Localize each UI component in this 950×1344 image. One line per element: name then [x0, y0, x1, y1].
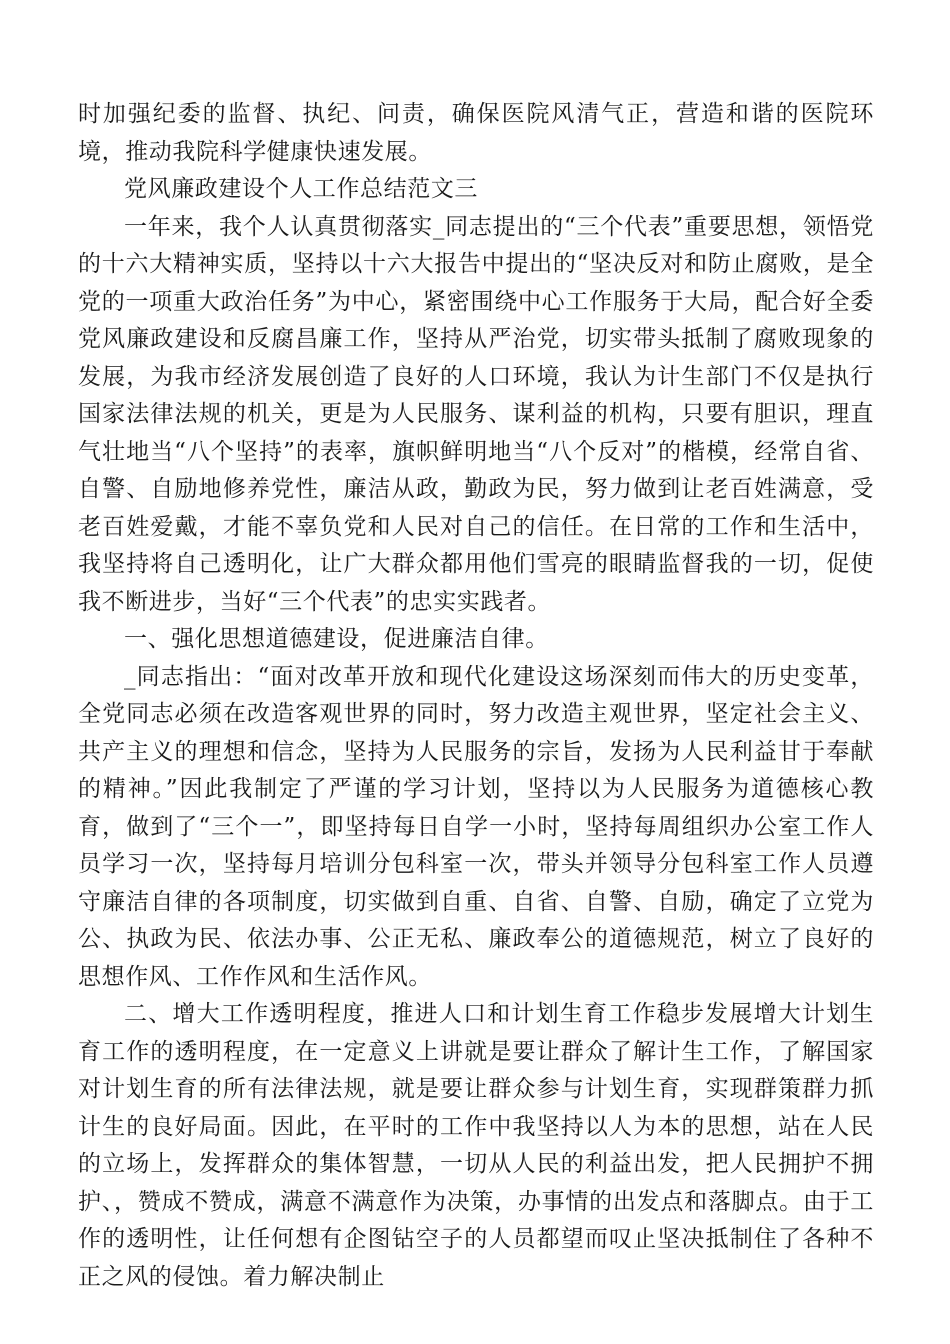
paragraph-continuation: 时加强纪委的监督、执纪、问责，确保医院风清气正，营造和谐的医院环境，推动我院科学健康快速发展。	[78, 101, 874, 165]
paragraph-intro: 一年来，我个人认真贯彻落实_同志提出的“三个代表”重要思想，领悟党的十六大精神实质，坚持以十六大报告中提出的“坚决反对和防止腐败，是全党的一项重大政治任务”为中心，紧密围绕中心工作服务于大局，配合好全委党风廉政建设和反腐昌廉工作，坚持从严治党，切实带头抵制了腐败现象的发展，为我市经济发展创造了良好的人口环境，我认为计生部门不仅是执行国家法律法规的机关，更是为人民服务、谋利益的机构，只要有胆识，理直气壮地当“八个坚持”的表率，旗帜鲜明地当“八个反对”的楷模，经常自省、自警、自励地修养党性，廉洁从政，勤政为民，努力做到让老百姓满意，受老百姓爱戴，才能不辜负党和人民对自己的信任。在日常的工作和生活中，我坚持将自己透明化，让广大群众都用他们雪亮的眼睛监督我的一切，促使我不断进步，当好“三个代表”的忠实实践者。	[78, 213, 874, 615]
section-one-heading: 一、强化思想道德建设，促进廉洁自律。	[124, 626, 549, 652]
paragraph-section-two: 二、增大工作透明程度，推进人口和计划生育工作稳步发展增大计划生育工作的透明程度，在一定意义上讲就是要让群众了解计生工作，了解国家对计划生育的所有法律法规，就是要让群众参与计划生育，实现群策群力抓计生的良好局面。因此，在平时的工作中我坚持以人为本的思想，站在人民的立场上，发挥群众的集体智慧，一切从人民的利益出发，把人民拥护不拥护、，赞成不赞成，满意不满意作为决策，办事情的出发点和落脚点。由于工作的透明性，让任何想有企图钻空子的人员都望而叹止坚决抵制住了各种不正之风的侵蚀。着力解决制止	[78, 1001, 874, 1290]
paragraph-section-one: _同志指出：“面对改革开放和现代化建设这场深刻而伟大的历史变革，全党同志必须在改造客观世界的同时，努力改造主观世界，坚定社会主义、共产主义的理想和信念，坚持为人民服务的宗旨，发扬为人民利益甘于奉献的精神。”因此我制定了严谨的学习计划，坚持以为人民服务为道德核心教育，做到了“三个一”，即坚持每日自学一小时，坚持每周组织办公室工作人员学习一次，坚持每月培训分包科室一次，带头并领导分包科室工作人员遵守廉洁自律的各项制度，切实做到自重、自省、自警、自励，确定了立党为公、执政为民、依法办事、公正无私、廉政奉公的道德规范，树立了良好的思想作风、工作作风和生活作风。	[78, 663, 874, 990]
section-heading: 党风廉政建设个人工作总结范文三	[124, 176, 478, 202]
document-page	[78, 96, 874, 1296]
